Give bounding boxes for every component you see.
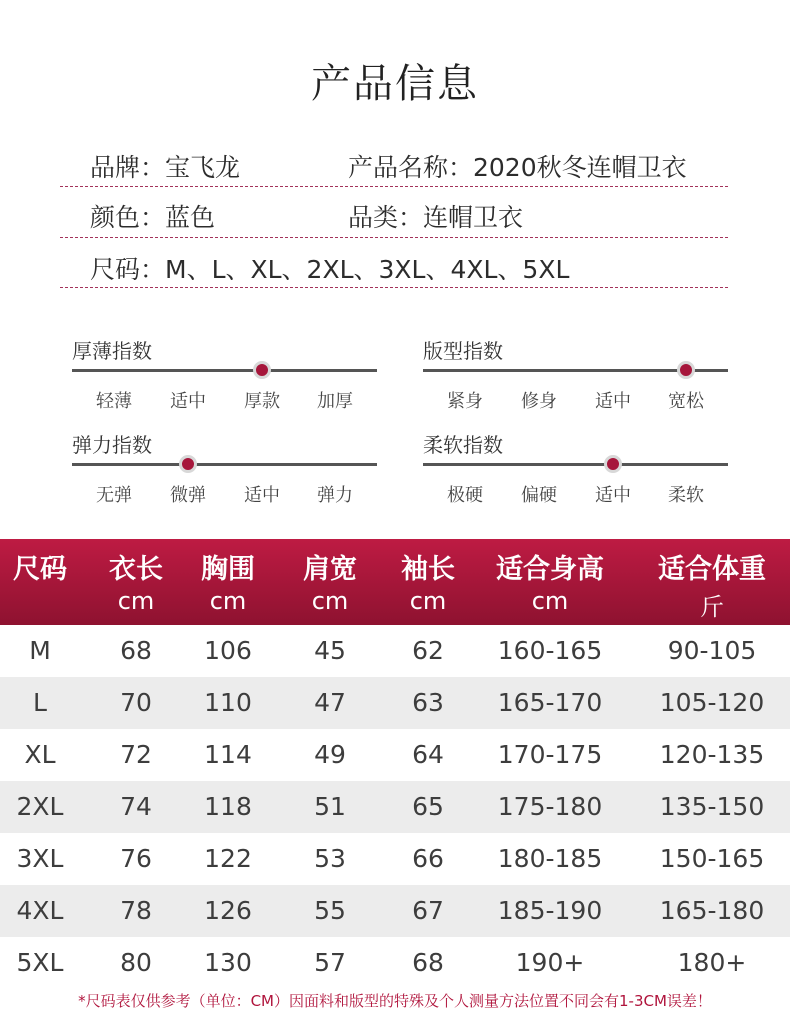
index-track (72, 463, 377, 466)
table-row (0, 833, 790, 885)
table-cell: M (29, 636, 51, 665)
table-cell: 70 (120, 688, 152, 717)
index-option-label: 加厚 (317, 391, 353, 412)
info-row-sizes (90, 250, 569, 286)
divider (60, 186, 728, 187)
table-row (0, 729, 790, 781)
table-cell: 175-180 (497, 792, 603, 821)
table-cell: 122 (204, 844, 252, 873)
info-row-brand (90, 148, 687, 184)
size-table-header (0, 539, 790, 625)
index-title: 弹力指数 (72, 433, 152, 457)
table-cell: 80 (120, 948, 152, 977)
table-cell: 78 (120, 896, 152, 925)
index-marker (253, 361, 271, 379)
index-option-label: 极硬 (447, 485, 483, 506)
table-cell: 190+ (515, 948, 585, 977)
table-cell: 180+ (677, 948, 747, 977)
index-option-label: 宽松 (668, 391, 704, 412)
table-cell: 74 (120, 792, 152, 821)
index-option-label: 适中 (595, 485, 631, 506)
table-cell: 165-170 (497, 688, 603, 717)
table-cell: 67 (412, 896, 444, 925)
index-track (423, 463, 728, 466)
table-cell: 76 (120, 844, 152, 873)
index-option-label: 适中 (595, 391, 631, 412)
table-cell: 66 (412, 844, 444, 873)
table-cell: 49 (314, 740, 346, 769)
table-cell: 120-135 (659, 740, 765, 769)
column-header: 适合体重 (658, 554, 766, 585)
table-cell: 110 (204, 688, 252, 717)
index-option-label: 紧身 (447, 391, 483, 412)
table-cell: 180-185 (497, 844, 603, 873)
page-title: 产品信息 (311, 61, 479, 107)
table-cell: 106 (204, 636, 252, 665)
table-cell: 165-180 (659, 896, 765, 925)
table-cell: 5XL (16, 948, 64, 977)
table-cell: 57 (314, 948, 346, 977)
index-option-label: 适中 (170, 391, 206, 412)
index-track (72, 369, 377, 372)
table-cell: 45 (314, 636, 346, 665)
table-cell: 118 (204, 792, 252, 821)
column-unit: cm (117, 587, 155, 615)
table-cell: 68 (412, 948, 444, 977)
color-text: 颜色：蓝色 (90, 203, 216, 232)
table-cell: 62 (412, 636, 444, 665)
index-option-label: 适中 (244, 485, 280, 506)
table-cell: XL (24, 740, 56, 769)
table-cell: 3XL (16, 844, 64, 873)
table-cell: 2XL (16, 792, 64, 821)
footnote: *尺码表仅供参考（单位：CM）因面料和版型的特殊及个人测量方法位置不同会有1-3CM误差！ (78, 992, 712, 1010)
index-option-label: 无弹 (96, 485, 132, 506)
table-cell: 55 (314, 896, 346, 925)
info-row-color (90, 198, 524, 234)
column-header: 袖长 (401, 554, 455, 585)
column-unit: cm (209, 587, 247, 615)
column-header: 尺码 (13, 554, 67, 585)
column-header: 肩宽 (303, 554, 357, 585)
table-cell: 72 (120, 740, 152, 769)
column-unit: cm (409, 587, 447, 615)
table-cell: 150-165 (659, 844, 765, 873)
index-option-label: 轻薄 (96, 391, 132, 412)
table-cell: 135-150 (659, 792, 765, 821)
index-option-label: 弹力 (317, 485, 353, 506)
table-cell: 68 (120, 636, 152, 665)
column-header: 衣长 (109, 554, 163, 585)
table-row (0, 625, 790, 677)
table-cell: 51 (314, 792, 346, 821)
table-row (0, 677, 790, 729)
table-cell: 185-190 (497, 896, 603, 925)
column-header: 适合身高 (496, 554, 604, 585)
index-option-label: 偏硬 (521, 485, 557, 506)
index-title: 柔软指数 (423, 433, 503, 457)
column-unit: cm (531, 587, 569, 615)
column-unit: 斤 (700, 593, 724, 621)
divider (60, 287, 728, 288)
product-name-text: 产品名称：2020秋冬连帽卫衣 (348, 153, 687, 182)
index-marker (677, 361, 695, 379)
divider (60, 237, 728, 238)
column-header: 胸围 (201, 554, 255, 585)
index-option-label: 柔软 (668, 485, 704, 506)
table-row (0, 885, 790, 937)
table-cell: 53 (314, 844, 346, 873)
sizes-text: 尺码：M、L、XL、2XL、3XL、4XL、5XL (90, 255, 570, 284)
table-row (0, 937, 790, 989)
table-cell: L (33, 688, 47, 717)
table-cell: 170-175 (497, 740, 603, 769)
index-marker (179, 455, 197, 473)
column-unit: cm (311, 587, 349, 615)
index-option-label: 微弹 (170, 485, 206, 506)
index-option-label: 厚款 (244, 391, 280, 412)
index-marker (604, 455, 622, 473)
table-cell: 105-120 (659, 688, 765, 717)
table-cell: 126 (204, 896, 252, 925)
table-row (0, 781, 790, 833)
table-cell: 90-105 (667, 636, 757, 665)
category-text: 品类：连帽卫衣 (348, 203, 524, 232)
table-cell: 4XL (16, 896, 64, 925)
index-option-label: 修身 (521, 391, 557, 412)
index-title: 版型指数 (423, 339, 503, 363)
table-cell: 65 (412, 792, 444, 821)
brand-text: 品牌：宝飞龙 (90, 153, 241, 182)
table-cell: 64 (412, 740, 444, 769)
table-cell: 114 (204, 740, 252, 769)
index-title: 厚薄指数 (72, 339, 152, 363)
table-cell: 130 (204, 948, 252, 977)
table-cell: 160-165 (497, 636, 603, 665)
table-cell: 47 (314, 688, 346, 717)
table-cell: 63 (412, 688, 444, 717)
